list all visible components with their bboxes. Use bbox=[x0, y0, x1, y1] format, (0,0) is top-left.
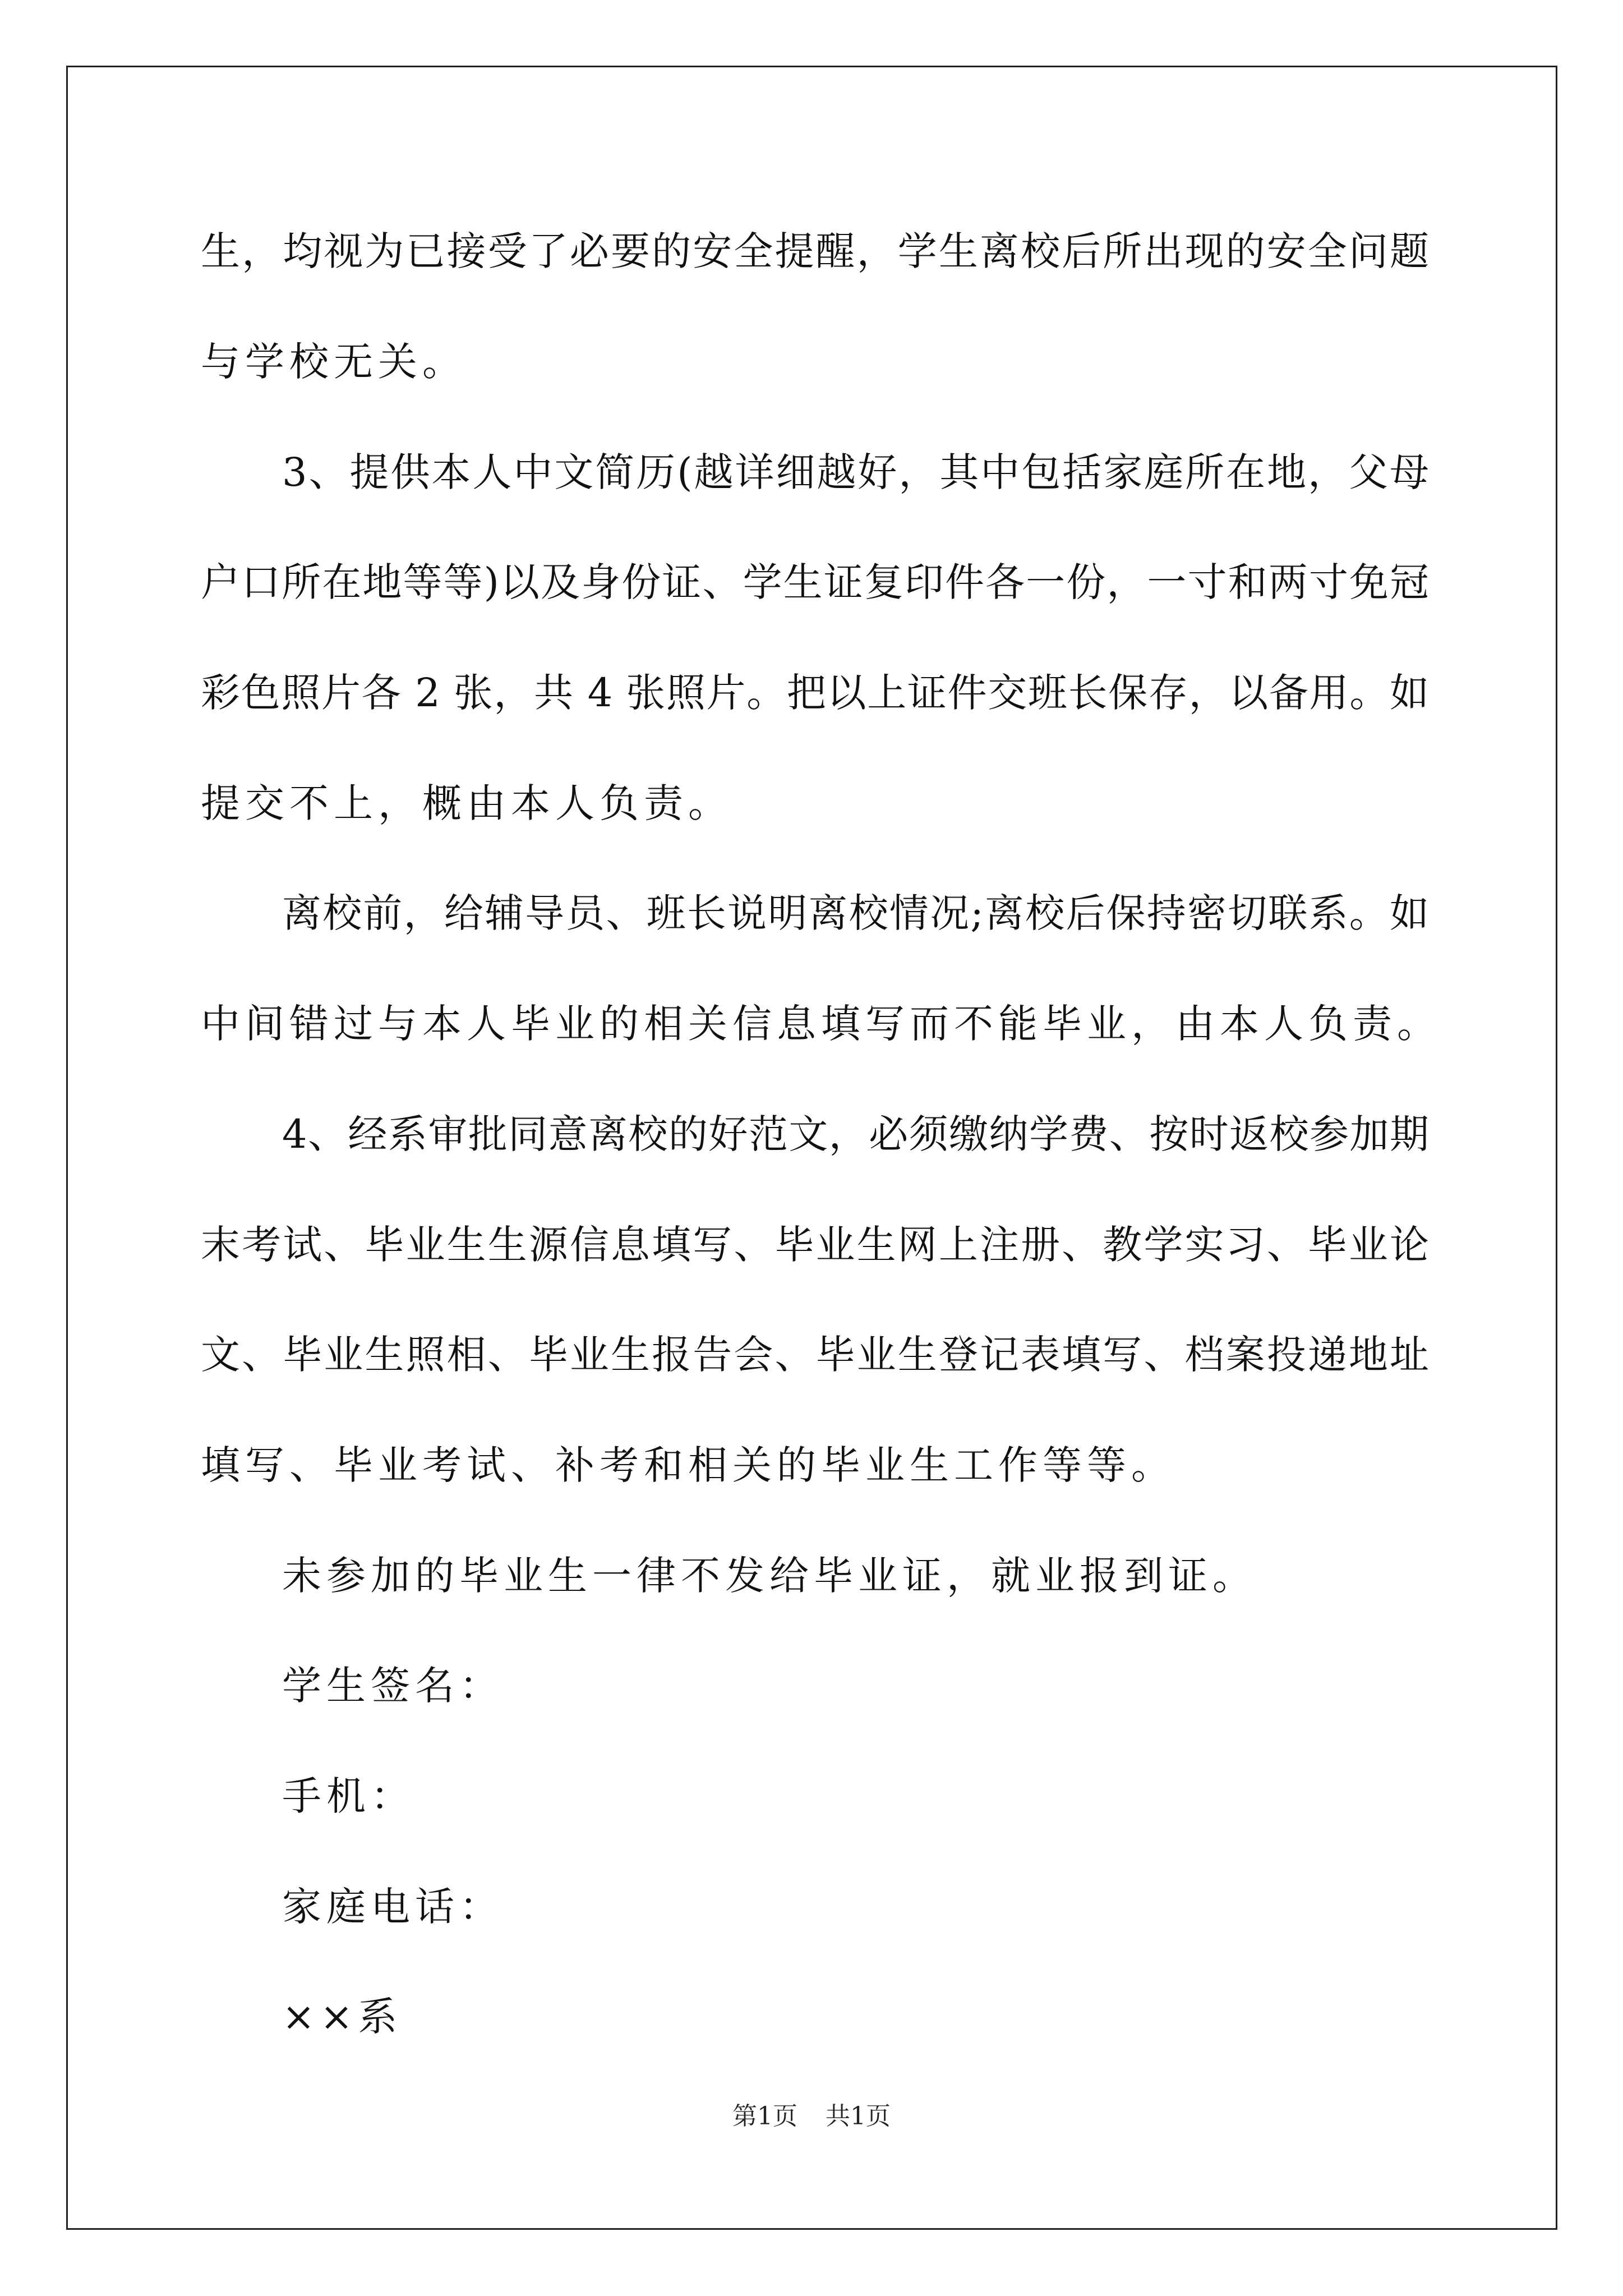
page-total: 共1页 bbox=[826, 2102, 891, 2131]
text-line: 末考试、毕业生生源信息填写、毕业生网上注册、教学实习、毕业论 bbox=[201, 1222, 1429, 1268]
text-line: 与学校无关。 bbox=[201, 339, 467, 385]
department-label: ××系 bbox=[282, 1994, 403, 2040]
text-line: 生，均视为已接受了必要的安全提醒，学生离校后所出现的安全问题 bbox=[201, 228, 1429, 274]
page-current: 第1页 bbox=[732, 2102, 797, 2131]
paragraph-4-start: 4、经系审批同意离校的好范文，必须缴纳学费、按时返校参加期 bbox=[282, 1111, 1429, 1157]
paragraph-leave-start: 离校前，给辅导员、班长说明离校情况;离校后保持密切联系。如 bbox=[282, 890, 1429, 936]
notice-line: 未参加的毕业生一律不发给毕业证，就业报到证。 bbox=[282, 1553, 1257, 1599]
text-line: 户口所在地等等)以及身份证、学生证复印件各一份，一寸和两寸免冠 bbox=[201, 559, 1429, 605]
home-phone-label: 家庭电话： bbox=[282, 1884, 504, 1930]
paragraph-3-start: 3、提供本人中文简历(越详细越好，其中包括家庭所在地，父母 bbox=[282, 449, 1429, 495]
text-line: 中间错过与本人毕业的相关信息填写而不能毕业，由本人负责。 bbox=[201, 1001, 1441, 1047]
mobile-label: 手机： bbox=[282, 1773, 415, 1819]
text-line: 提交不上，概由本人负责。 bbox=[201, 780, 732, 826]
student-signature-label: 学生签名： bbox=[282, 1663, 504, 1709]
page-footer bbox=[0, 2101, 1623, 2132]
text-line: 文、毕业生照相、毕业生报告会、毕业生登记表填写、档案投递地址 bbox=[201, 1332, 1429, 1378]
text-line: 彩色照片各 2 张，共 4 张照片。把以上证件交班长保存，以备用。如 bbox=[201, 670, 1429, 716]
text-line: 填写、毕业考试、补考和相关的毕业生工作等等。 bbox=[201, 1442, 1175, 1488]
